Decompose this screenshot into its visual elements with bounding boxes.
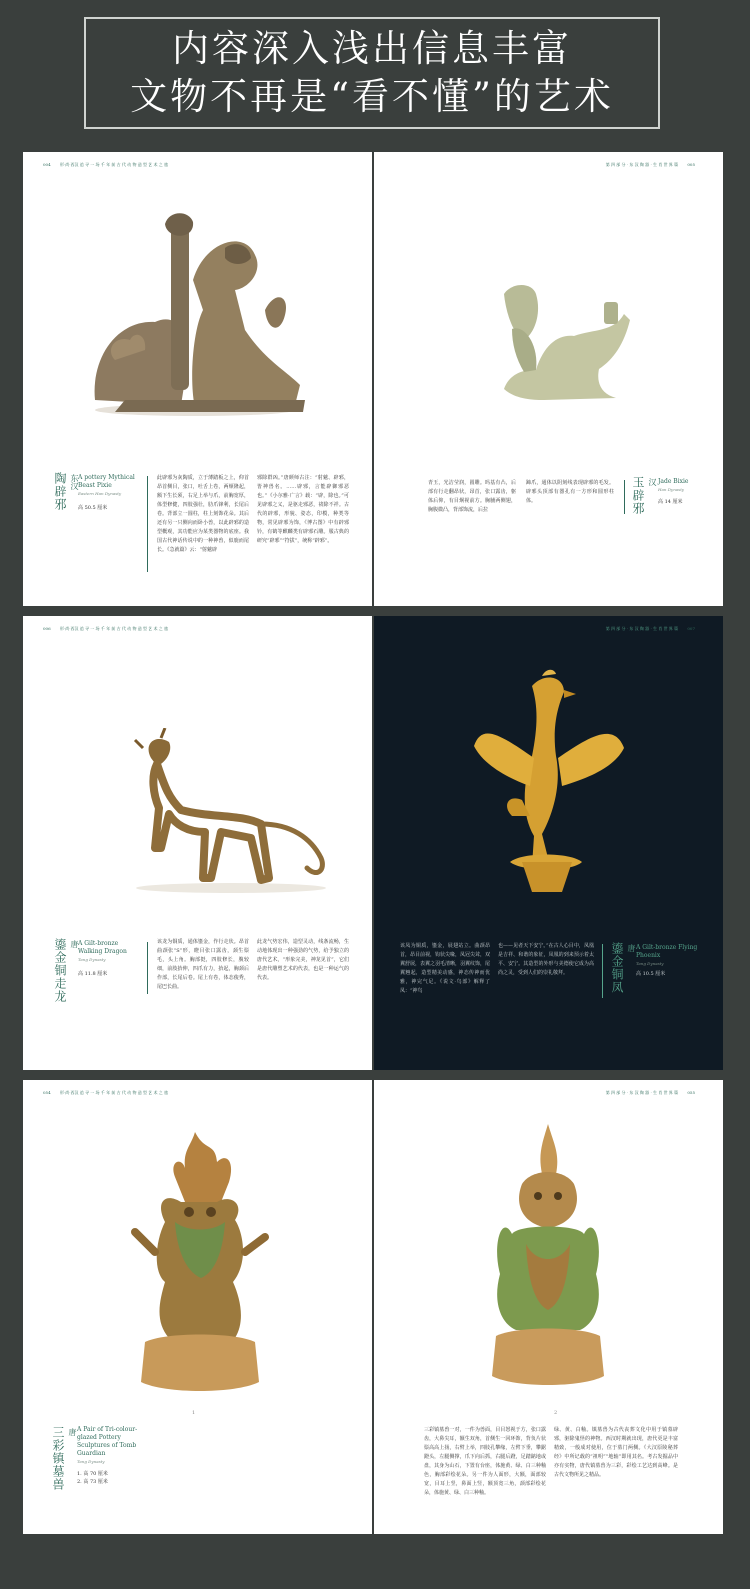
page-number: 004 [43,162,51,167]
figure-number: 2 [554,1410,558,1416]
english-dynasty: Tang Dynasty [77,1459,105,1464]
artifact-title: 陶辟邪 [53,472,67,511]
running-header: 第 四 部 分 · 东 汉 陶 器 · 生 肖 世 界 篇 [605,162,679,167]
gilt-bronze-phoenix-image [472,666,628,894]
artifact-size-1: 1. 高 70 厘米 [77,1471,108,1477]
page-number: 007 [687,626,695,631]
artifact-title: 鎏金铜凤 [610,942,624,994]
artifact-english-title [78,474,138,498]
artifact-dynasty: 唐 [627,944,636,952]
artifact-size: 高 14 厘米 [658,499,683,505]
artifact-title: 鎏金铜走龙 [53,938,67,1003]
english-title-text: Jade Bixie [658,478,689,485]
english-dynasty: Tang Dynasty [78,957,106,962]
artifact-dynasty: 唐 [70,940,79,948]
jade-bixie-image [484,274,634,404]
tricolor-tomb-guardian-image-2 [482,1124,614,1402]
body-text-col-2: 也——见者天下安宁。”在古人心目中，凤凰是吉祥、和谐的象征，凤凰的到来预示着太平、安宁。其造型的外形与美德使它成为高尚之灵，受到人们的崇礼敬拜。 [498,943,594,976]
english-title-text: A Gilt-bronze Walking Dragon [78,940,127,955]
artifact-size-2: 2. 高 73 厘米 [77,1479,108,1485]
artifact-title: 三彩镇墓兽 [51,1426,65,1491]
artifact-english-title [78,940,138,964]
artifact-size: 高 11.8 厘米 [78,971,108,977]
body-text-col-1: 青玉，光洁莹润，圆雕。吗基有凸，后部有行走翻昂状，昂首，张口露齿，躯体后仰，有目炯视前方。胸脯两侧翅，胸腹微凸，背部饰流，后拉 [428,480,516,513]
gilt-bronze-dragon-image [121,728,337,898]
tricolor-tomb-guardian-image-1 [125,1132,275,1404]
body-text-col-1: 该凤为铜质，鎏金，展翅站立。曲颈昂首，昂目前视，钩状尖喙，凤冠尖耸，双翼舒展，表翼之羽毛清晰，羽翼纹饰，尾翼翘起，造型精美动感，神态传神而优雅，神完气足。《说文·鸟部》解释了凤：“神鸟 [400,943,491,994]
body-text-col-1: 该龙为铜质，通体鎏金，作行走状。昂首曲颈张“S”形，瞪目张口露齿，颈生鬃毛，头上角。胸部挺，四肢修长，腹较细，前肢抬伸，四爪有力，抬起，胸颈后作部，长尾后卷。尾上有卷，体态俊秀，尾巴长曲。 [157,939,249,990]
english-title-text: A pottery Mythical Beast Pixie [78,474,135,489]
spread-3-left-page [23,1080,372,1534]
divider-line [602,944,603,998]
divider-line [147,942,148,994]
artifact-size: 高 10.5 厘米 [636,971,666,977]
artifact-english-title [636,944,710,968]
running-header: 第 四 部 分 · 东 汉 陶 器 · 生 肖 世 界 篇 [605,626,679,631]
spread-1-left-page [23,152,372,606]
spread-2-right-page [374,616,723,1070]
body-text-col-1: 此辟邪为灰陶质，立于薄踏板之上，仰首昂首侧目，张口，吐舌上卷，两颊隆起，额下生长须，右足上举与爪，前胸宽厚，体型修健，四肢强壮，肋爪锋利，长尾后卷。背部立一圆柱，柱上刻饰花朵。其后还有另一只侧向而卧小兽，以此辟邪的造型概观，其功能应为某类器物的底座。我国古代神话传说中的一种神兽，似鹿而尾长。《急就篇》云：“射魃辟 [157,475,249,553]
english-title-text: A Gilt-bronze Flying Phoenix [636,944,698,959]
artifact-dynasty: 汉 [648,478,657,486]
figure-number: 1 [192,1410,196,1416]
running-header: 第 四 部 分 · 东 汉 陶 器 · 生 肖 世 界 篇 [605,1090,679,1095]
artifact-english-title [77,1426,143,1466]
page-header [43,162,168,168]
spread-1-right-page [374,152,723,606]
artifact-english-title [658,478,714,494]
spread-2-left-page [23,616,372,1070]
headline-line-1: 内容深入浅出信息丰富 [172,27,572,70]
artifact-dynasty: 唐 [68,1428,77,1436]
spread-3-right-page [374,1080,723,1534]
page-number: 006 [43,626,51,631]
page-number: 055 [687,1090,695,1095]
artifact-dynasty: 东汉 [70,474,79,490]
page-header [606,162,703,168]
artifact-title: 玉辟邪 [631,476,645,515]
page-header [43,626,168,632]
english-dynasty: Eastern Han Dynasty [78,491,122,496]
body-text-col-2: 蹄爪，通体以阴刻线表现辟邪的毛发。辟邪头顶部有器孔有一方形和圆形柱体。 [526,480,614,504]
running-header: 形·尚·西汉 追 寻 一 场 千 年 前 古 代 动 物 造 型 艺 术 之 旅 [59,162,169,167]
divider-line [624,480,625,514]
english-title-text: A Pair of Tri-colour-glazed Pottery Sculptures of Tomb Guardian [77,1426,138,1457]
page-header [606,1090,703,1096]
english-dynasty: Tang Dynasty [636,961,664,966]
body-text-col-2: 此龙气势宏伟，造型灵动，线条流畅，生动地体现出一种强劲的气势，给予独立的唐代艺术，“形象完美，神龙见首”，它们是唐代雕塑艺术的代表，也是一种运气的代表。 [257,939,349,981]
artifact-size: 高 50.5 厘米 [78,505,108,511]
running-header: 形·尚·西汉 追 寻 一 场 千 年 前 古 代 动 物 造 型 艺 术 之 旅 [59,626,169,631]
body-text-col-2: 邪除群凶。”唐颜师古注：“射魃、辟邪，皆神兽名。……辟邪，言能辟御邪恶也。”《小尔雅·广言》载：“辟，除也。”可见辟邪之义，是驱走邪恶，祓除不祥。古代的辟邪，形貌、姿态，印模，种类等物，常见辟邪为饰，《博古图》中有辟邪钤，有鹤等麒麟类有辟邪石雕。服古典的研究“辟邪”“符拔”，统称“辟邪”。 [257,475,349,544]
page-header [606,626,703,632]
headline-banner [84,17,660,129]
headline-line-2: 文物不再是“看不懂”的艺术 [130,75,614,118]
pottery-bixie-image [85,210,307,420]
divider-line [147,476,148,572]
running-header: 形·尚·西汉 追 寻 一 场 千 年 前 古 代 动 物 造 型 艺 术 之 旅 [59,1090,169,1095]
page-number: 005 [687,162,695,167]
english-dynasty: Han Dynasty [658,487,685,492]
body-text-col-1: 三彩镇墓兽一对，一件为兽面，目目怒视于方，张口露齿，大鼻尖耳，额生双角，首侧生一回环饰，背负片状鬃高高上扬，右臂上举，四肢孔攀缘，左臂下垂，攀踞蹬头，左腿侧撑，爪下向后抓，右腿后蹬，足踏踮地或盘，其身为山石，下置有台座，体施黄、绿、白三种釉色，胸部彩绘花朵。另一件为人面形，大额，面部较宽，目耳上竖，鼻面上竖，额顶宽三角，颈部彩绘花朵，体施黄、绿、白三种釉。 [424,1427,546,1496]
page-number: 054 [43,1090,51,1095]
body-text-col-2: 绿、黄、白釉。镇墓兽为古代丧葬文化中用于镇墓辟邪，驱除鬼怪的神物。西汉时期就出现，唐代更是丰富精致，一般成对使用，位于墓门两侧。《大汉原陵秘葬经》中所记载的“祖明”“地轴”即用其名。考古发掘品中亦有实物，唐代镇墓兽为三彩，彩绘工艺达到高峰。是古代文物所见之精品。 [554,1427,678,1478]
page-header [43,1090,168,1096]
